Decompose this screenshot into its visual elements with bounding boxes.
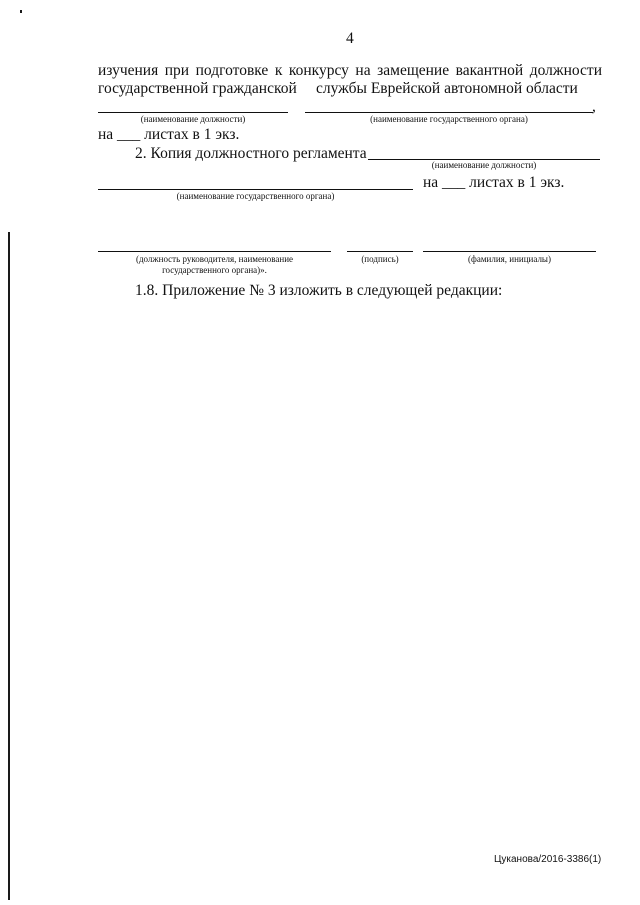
sheets-line-2: на ___ листах в 1 экз. xyxy=(423,174,565,191)
footer-code: Цуканова/2016-3386(1) xyxy=(494,854,602,865)
blank-organ-line xyxy=(305,112,593,113)
caption-organ: (наименование государственного органа) xyxy=(370,114,528,124)
scan-edge-mark xyxy=(8,232,10,900)
blank-position-line xyxy=(98,112,288,113)
page-number: 4 xyxy=(346,30,354,47)
item-2-label: 2. Копия должностного регламента xyxy=(135,145,367,162)
signature-name-line xyxy=(423,251,596,252)
caption-role-2: государственного органа)». xyxy=(162,265,267,275)
blank-comma: , xyxy=(592,98,596,115)
caption-name: (фамилия, инициалы) xyxy=(468,254,551,264)
signature-sign-line xyxy=(347,251,413,252)
caption-position-2: (наименование должности) xyxy=(431,160,537,170)
blank-organ-line-2 xyxy=(98,189,413,190)
sheets-line-1: на ___ листах в 1 экз. xyxy=(98,126,240,143)
body-line-2-right: службы Еврейской автономной области xyxy=(316,80,578,97)
caption-organ-2: (наименование государственного органа) xyxy=(176,191,335,201)
body-line-2-left: государственной гражданской xyxy=(98,80,297,97)
item-1-8: 1.8. Приложение № 3 изложить в следующей редакции: xyxy=(135,282,503,299)
caption-role-1: (должность руководителя, наименование xyxy=(135,254,294,264)
scan-speck xyxy=(20,10,22,13)
caption-position: (наименование должности) xyxy=(140,114,246,124)
body-line-1: изучения при подготовке к конкурсу на замещение вакантной должности xyxy=(98,62,602,79)
caption-sign: (подпись) xyxy=(361,254,399,264)
signature-role-line xyxy=(98,251,331,252)
